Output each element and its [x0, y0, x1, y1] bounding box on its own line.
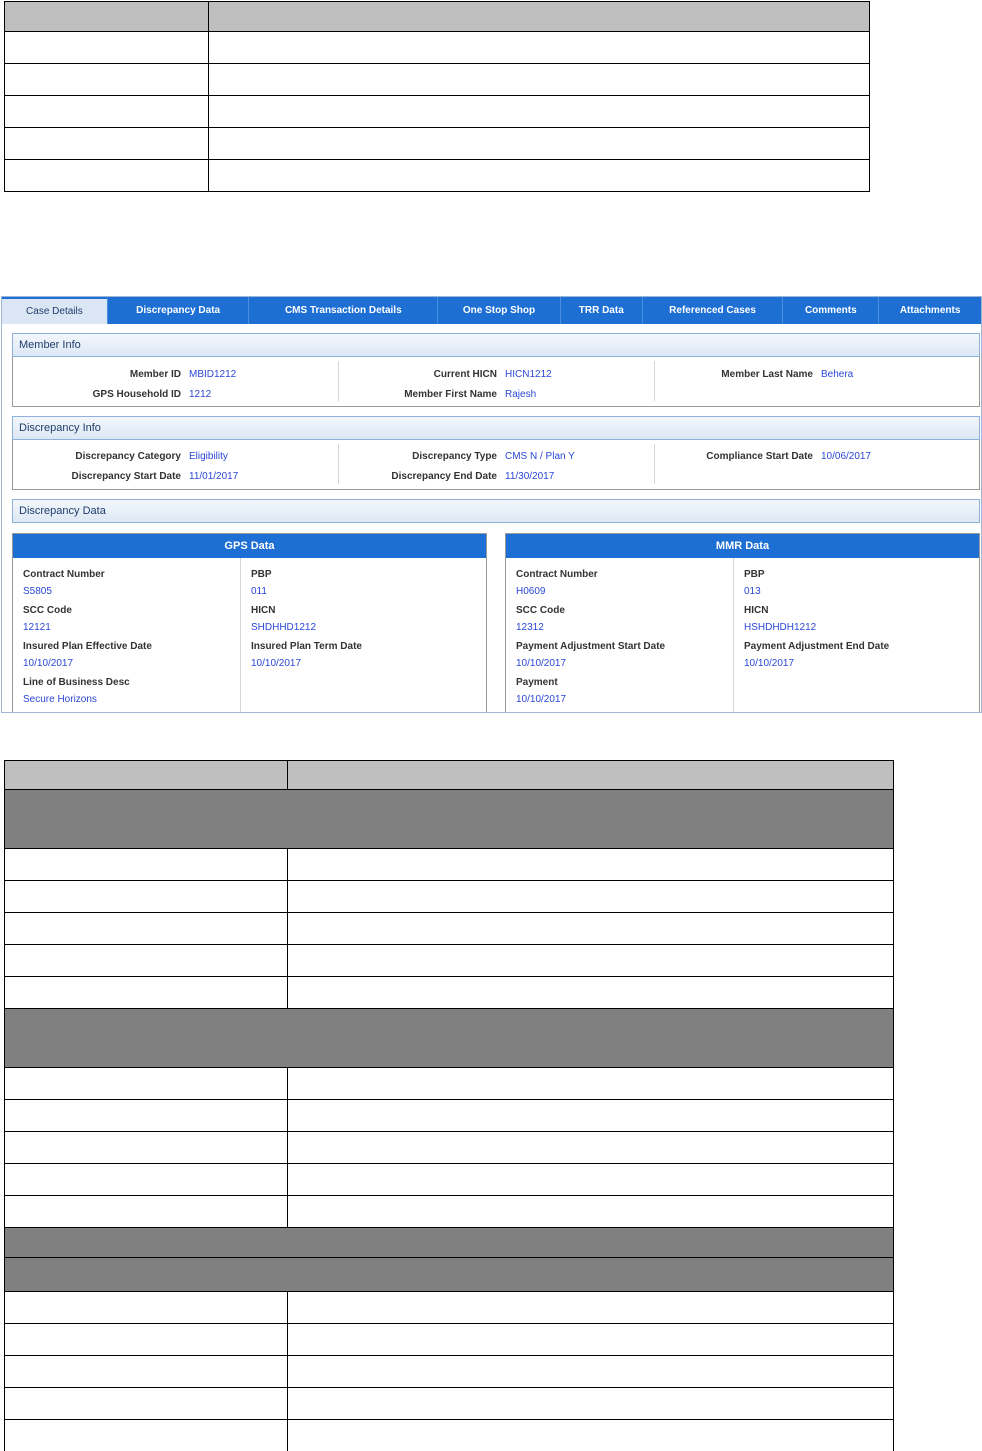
last-name-label: Member Last Name: [721, 369, 813, 380]
table-row: [5, 881, 894, 913]
discrepancy-end-label: Discrepancy End Date: [391, 471, 497, 482]
table-row: [5, 1324, 894, 1356]
member-id-value: MBID1212: [189, 369, 237, 380]
gps-data-panel: [12, 533, 487, 713]
table-header-row: [5, 761, 894, 790]
gps-field: HICN SHDHHD1212: [251, 605, 317, 633]
mmr-data-title: MMR Data: [506, 534, 979, 558]
gps-field: SCC Code 12121: [23, 605, 72, 633]
gps-field: Line of Business Desc Secure Horizons: [23, 677, 130, 705]
table-row: [5, 128, 870, 160]
discrepancy-start-value: 11/01/2017: [189, 471, 239, 482]
spec-table-bottom: [4, 760, 894, 1451]
discrepancy-data-header: Discrepancy Data: [12, 499, 980, 523]
tab-trr-data[interactable]: TRR Data: [561, 297, 643, 324]
table-section-row: [5, 1258, 894, 1292]
table-row: [5, 1132, 894, 1164]
table-row: [5, 1164, 894, 1196]
last-name-value: Behera: [821, 369, 854, 380]
table-header-row: [5, 2, 870, 32]
table-row: [5, 96, 870, 128]
mmr-field: PBP 013: [744, 569, 765, 597]
table-row: [5, 849, 894, 881]
discrepancy-info-box: [12, 440, 980, 490]
tab-bar: [2, 297, 981, 324]
discrepancy-end-value: 11/30/2017: [505, 471, 555, 482]
mmr-field: HICN HSHDHDH1212: [744, 605, 817, 633]
discrepancy-type-label: Discrepancy Type: [412, 451, 497, 462]
current-hicn-label: Current HICN: [433, 369, 497, 380]
table-row: [5, 1420, 894, 1451]
table-row: [5, 977, 894, 1009]
table-row: [5, 1292, 894, 1324]
tab-attachments[interactable]: Attachments: [899, 305, 961, 316]
first-name-label: Member First Name: [404, 389, 497, 400]
table-row: [5, 1100, 894, 1132]
mmr-data-panel: [505, 533, 980, 713]
gps-field: Contract Number S5805: [23, 569, 105, 597]
gps-field: PBP 011: [251, 569, 272, 597]
table-row: [5, 1356, 894, 1388]
discrepancy-type-value: CMS N / Plan Y: [505, 451, 575, 462]
mmr-field: Contract Number H0609: [516, 569, 598, 597]
tab-one-stop-shop[interactable]: One Stop Shop: [438, 297, 561, 324]
gps-household-value: 1212: [189, 389, 212, 400]
mmr-field: Payment Adjustment End Date 10/10/2017: [744, 641, 890, 669]
tab-discrepancy-data[interactable]: Discrepancy Data: [108, 297, 250, 324]
member-info-box: [12, 357, 980, 407]
table-row: [5, 1068, 894, 1100]
mmr-field: SCC Code 12312: [516, 605, 565, 633]
spec-table-top: [4, 1, 870, 192]
gps-data-title: GPS Data: [13, 534, 486, 558]
mmr-field: Payment 10/10/2017: [516, 677, 567, 705]
gps-field: Insured Plan Term Date 10/10/2017: [251, 641, 362, 669]
discrepancy-info-header: Discrepancy Info: [12, 416, 980, 440]
table-row: [5, 32, 870, 64]
member-id-label: Member ID: [129, 369, 181, 380]
compliance-start-label: Compliance Start Date: [706, 451, 813, 462]
table-row: [5, 1196, 894, 1228]
gps-field: Insured Plan Effective Date 10/10/2017: [23, 641, 152, 669]
member-info-header: Member Info: [12, 333, 980, 357]
table-row: [5, 913, 894, 945]
current-hicn-value: HICN1212: [505, 369, 552, 380]
tab-cms-transaction-details[interactable]: CMS Transaction Details: [249, 297, 438, 324]
table-section-row: [5, 790, 894, 849]
tab-comments[interactable]: Comments: [783, 297, 879, 324]
discrepancy-start-label: Discrepancy Start Date: [71, 471, 181, 482]
table-row: [5, 64, 870, 96]
table-row: [5, 945, 894, 977]
discrepancy-category-label: Discrepancy Category: [75, 451, 181, 462]
tab-case-details[interactable]: Case Details: [2, 297, 108, 324]
table-section-row: [5, 1009, 894, 1068]
case-details-screen: [1, 296, 982, 713]
table-row: [5, 1388, 894, 1420]
compliance-start-value: 10/06/2017: [821, 451, 872, 462]
table-section-row: [5, 1228, 894, 1258]
mmr-field: Payment Adjustment Start Date 10/10/2017: [516, 641, 666, 669]
gps-household-label: GPS Household ID: [92, 389, 181, 400]
first-name-value: Rajesh: [505, 389, 537, 400]
discrepancy-category-value: Eligibility: [189, 451, 228, 462]
table-row: [5, 160, 870, 192]
tab-referenced-cases[interactable]: Referenced Cases: [643, 297, 784, 324]
